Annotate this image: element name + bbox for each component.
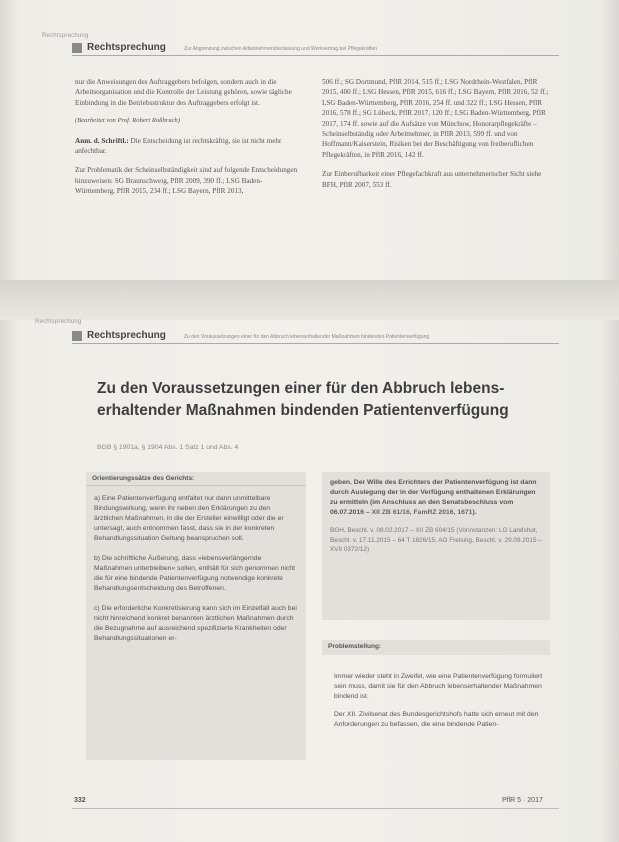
page-overlap-shadow: [0, 280, 619, 320]
annotation-label: Anm. d. Schriftl.:: [75, 136, 129, 145]
top-subheading: Zur Abgrenzung zwischen Arbeitnehmerüberlassung und Werkvertrag bei Pflegekräften: [184, 46, 378, 52]
article-subheading: Zu den Voraussetzungen einer für den Abbruch lebenserhaltender Maßnahmen bindenden Patientenverfügung: [184, 334, 430, 340]
case-reference-link[interactable]: XII ZB 61/16, FamRZ 2016, 1671: [371, 509, 473, 516]
author-note: (Bearbeitet von Prof. Robert Roßbruch): [75, 117, 181, 125]
top-right-column: [322, 77, 550, 190]
top-rule: [72, 55, 559, 56]
continuation-body: geben. Der Wille des Errichters der Patientenverfügung ist dann durch Auslegung der in der Verfügung enthaltenen Erklärungen zu ermitteln (im Anschluss an den Senatsbeschluss vom 06.07.2016 –: [330, 479, 537, 516]
continuation-text: [322, 472, 550, 518]
norm-references: BGB § 1901a, § 1904 Abs. 1 Satz 1 und Abs. 4: [97, 444, 239, 451]
orientation-heading: Orientierungssätze des Gerichts:: [86, 472, 306, 486]
top-left-column: [75, 77, 300, 197]
problem-heading: Problemstellung:: [328, 643, 382, 650]
orientation-c: c) Die erforderliche Konkretisierung kann sich im Einzelfall auch bei nicht hinreichend konkret benannten ärztlichen Maßnahmen durch die Bezugnahme auf ausreichend spezifizierte Krankheiten oder Behandlungssituationen er-: [94, 605, 297, 642]
section-label-article: Rechtsprechung: [35, 319, 82, 325]
paragraph: Der XII. Zivilsenat des Bundesgerichtshofs hatte sich erneut mit den Anforderungen zu befassen, die eine bindende Patien-: [334, 711, 539, 728]
title-line-1: Zu den Voraussetzungen einer für den Abbruch lebens-: [97, 380, 505, 397]
article-rule: [72, 343, 559, 344]
footer-rule: [72, 808, 559, 809]
orientation-a: a) Eine Patientenverfügung entfaltet nur dann unmittelbare Bindungswirkung, wenn ihr neben den Erklärungen zu den ärztlichen Maßnahmen, in die der Ersteller einwilligt oder die er untersagt, auch entnommen fasst, dass sie in der konkreten Behandlungssituation Geltung beanspruchen soll.: [94, 495, 284, 542]
continuation-tail: ).: [472, 509, 477, 516]
section-square-icon: [72, 331, 82, 341]
page-number: 332: [74, 797, 86, 804]
article-heading: Rechtsprechung: [87, 330, 166, 341]
continuation-box: [322, 472, 550, 620]
paragraph: Immer wieder steht in Zweifel, wie eine Patientenverfügung formuliert sein muss, damit sie für den Abbruch lebenserhaltender Maßnahmen bindend ist.: [334, 673, 543, 700]
top-heading: Rechtsprechung: [87, 42, 166, 53]
section-label-top: Rechtsprechung: [42, 33, 89, 39]
problem-body: [334, 672, 550, 730]
orientation-box: [86, 472, 306, 760]
paragraph: nur die Anweisungen des Auftraggebers befolgen, sondern auch in die Arbeitsorganisation und die Kontrolle der Leistung gehören, sowie tägliche Einbindung in die Betriebsstruktur des Auftraggebers erfolgt ist.: [75, 78, 292, 107]
orientation-body: [86, 486, 306, 644]
journal-issue: PflR 5 · 2017: [502, 797, 543, 804]
orientation-b: b) Die schriftliche Äußerung, dass »lebensverlängernde Maßnahmen unterbleiben« sollen, enthält für sich genommen nicht die für eine bindende Patientenverfügung notwendige konkrete Behandlungsentscheidung des Betroffenen.: [94, 555, 296, 592]
paragraph: Zur Einberufbarkeit einer Pflegefachkraft aus unternehmerischer Sicht siehe BFH, PflR 2007, 553 ff.: [322, 170, 542, 189]
problem-heading-box: [322, 640, 550, 655]
title-line-2: erhaltender Maßnahmen bindenden Patientenverfügung: [97, 402, 509, 419]
section-square-icon: [72, 43, 82, 53]
paragraph: 506 ff.; SG Dortmund, PflR 2014, 515 ff.; LSG Nordrhein-Westfalen, PflR 2015, 400 ff.; LSG Hessen, PflR 2015, 616 ff.; LSG Bayern, PflR 2016, 52 ff.; LSG Baden-Württemberg, PflR 2016, 254 ff. und 322 ff.; LSG Hessen, PflR 2016, 578 ff.; SG Lübeck, PflR 2017, 120 ff.; LSG Baden-Württemberg, PflR 2017, 174 ff. sowie auf die Aufsätze von Münchow, Honorarpflegekräfte – Scheinselbständig oder Arbeitnehmer, in PflR 2013, 599 ff. und von Hoffmann/Kaiserstein, Risiken bei der Beschäftigung von freiberuflichen Pflegekräften, in PflR 2016, 142 ff.: [322, 78, 549, 159]
paragraph: Zur Problematik der Scheinselbständigkeit sind auf folgende Entscheidungen hinzuweisen: SG Braunschweig, PflR 2009, 390 ff.; LSG Baden-Württemberg, PflR 2015, 234 ff.; LSG Bayern, PflR 2013,: [75, 166, 298, 196]
annotation-text: Die Entscheidung ist rechtskräftig, sie ist nicht mehr anfechtbar.: [75, 136, 282, 156]
court-citation: BGH, Beschl. v. 08.02.2017 – XII ZB 604/15 (Vorinstanzen: LG Landshut, Beschl. v. 17.11.2015 – 64 T 1826/15; AG Freising, Beschl. v. 29.09.2015 – XVII 0372/12): [330, 527, 542, 554]
article-title: [97, 378, 557, 422]
